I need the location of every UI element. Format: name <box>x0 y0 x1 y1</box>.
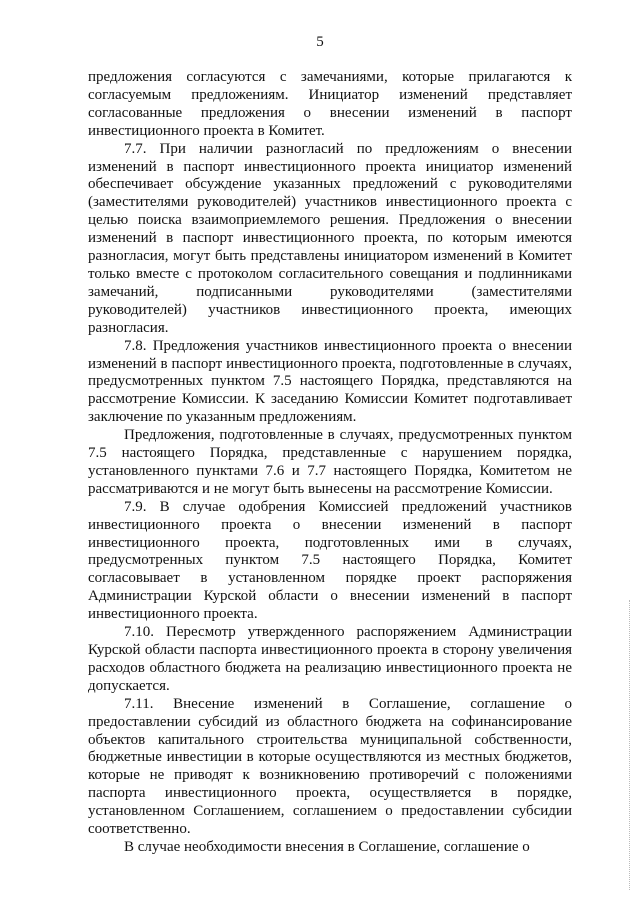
document-body <box>88 69 572 857</box>
paragraph-7-8-note: Предложения, подготовленные в случаях, предусмотренных пунктом 7.5 настоящего Порядка, представленные с нарушением порядка, установленного пунктами 7.6 и 7.7 настоящего Порядка, Комитетом не рассматриваются и не могут быть вынесены на рассмотрение Комиссии. <box>88 427 572 497</box>
paragraph-7-11: 7.11. Внесение изменений в Соглашение, соглашение о предоставлении субсидий из областного бюджета на софинансирование объектов капитального строительства муниципальной собственности, бюджетные инвестиции в которые осуществляются из местных бюджетов, которые не приводят к возникновению противоречий с положениями паспорта инвестиционного проекта, осуществляется в порядке, установленном Соглашением, соглашением о предоставлении субсидии соответственно. <box>88 695 572 838</box>
paragraph-7-9: 7.9. В случае одобрения Комиссией предложений участников инвестиционного проекта о внесении изменений в паспорт инвестиционного проекта, подготовленных ими в случаях, предусмотренных пунктом 7.5 настоящего Порядка, Комитет согласовывает в установленном порядке проект распоряжения Администрации Курской области о внесении изменений в паспорт инвестиционного проекта. <box>88 498 572 623</box>
scan-edge-line <box>629 600 630 890</box>
paragraph-7-10: 7.10. Пересмотр утвержденного распоряжением Администрации Курской области паспорта инвестиционного проекта в сторону увеличения расходов областного бюджета на реализацию инвестиционного проекта не допускается. <box>88 624 572 694</box>
paragraph-7-8: 7.8. Предложения участников инвестиционного проекта о внесении изменений в паспорт инвестиционного проекта, подготовленные в случаях, предусмотренных пунктом 7.5 настоящего Порядка, представляются на рассмотрение Комиссии. К заседанию Комиссии Комитет подготавливает заключение по указанным предложениям. <box>88 337 572 426</box>
page-number: 5 <box>316 34 324 50</box>
paragraph-continuation: предложения согласуются с замечаниями, которые прилагаются к согласуемым предложениям. Инициатор изменений представляет согласованные предложения о внесении изменений в паспорт инвестиционного проекта в Комитет. <box>88 69 572 139</box>
paragraph-7-7: 7.7. При наличии разногласий по предложениям о внесении изменений в паспорт инвестиционного проекта инициатор изменений обеспечивает обсуждение указанных предложений с руководителями (заместителями руководителей) участников инвестиционного проекта с целью поиска взаимоприемлемого решения. Предложения о внесении изменений в паспорт инвестиционного проекта, по которым имеются разногласия, могут быть представлены инициатором изменений в Комитет только вместе с протоколом согласительного совещания и подлинниками замечаний, подписанными руководителями (заместителями руководителей) участников инвестиционного проекта, имеющих разногласия. <box>88 140 572 336</box>
paragraph-7-11-continuation: В случае необходимости внесения в Соглашение, соглашение о <box>124 838 530 855</box>
